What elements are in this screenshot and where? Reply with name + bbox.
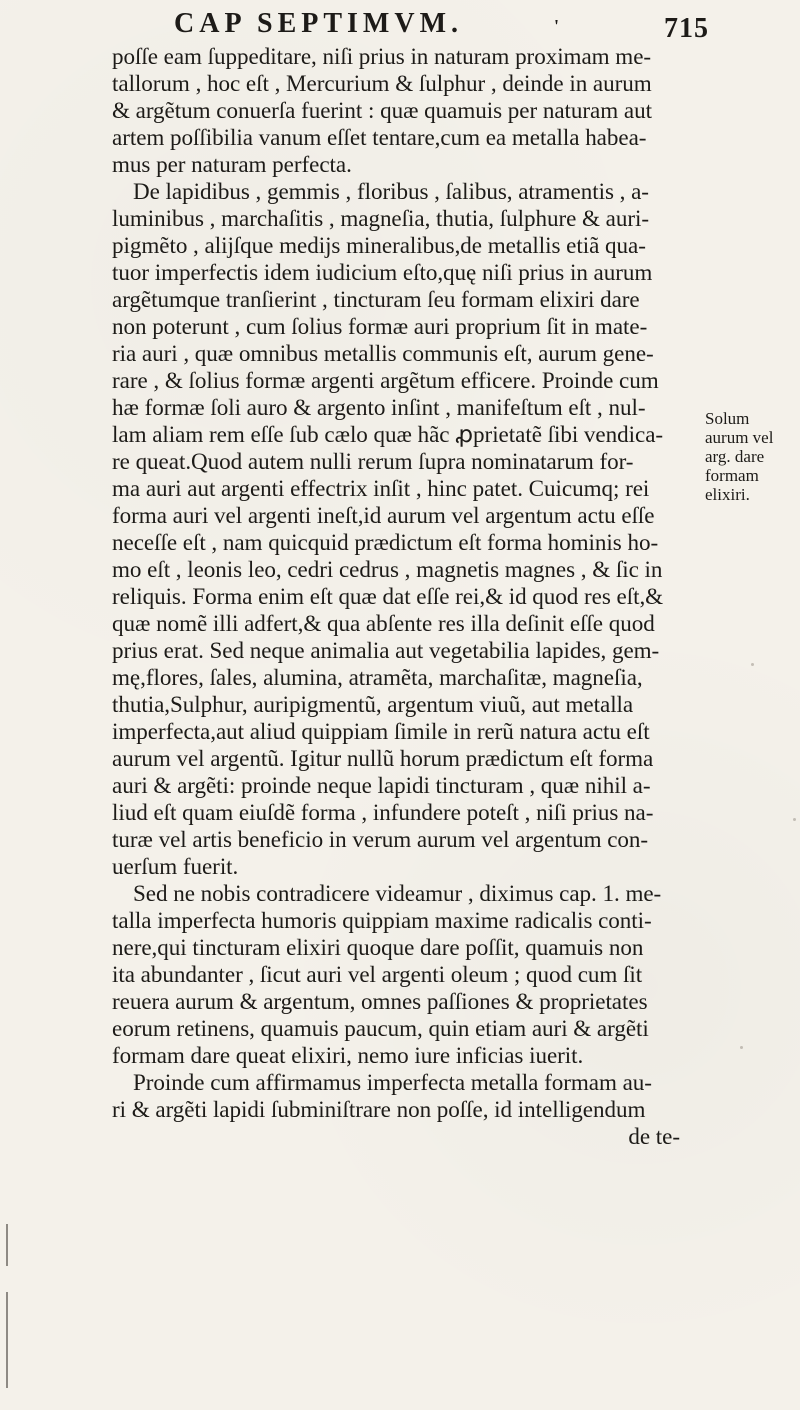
text-line: uerſum fuerit. bbox=[112, 853, 239, 879]
page-number: 715 bbox=[664, 13, 709, 44]
text-line: re queat.Quod autem nulli rerum ſupra nominatarum for- bbox=[112, 448, 634, 474]
margin-note-line: formam bbox=[705, 466, 759, 485]
text-line: prius erat. Sed neque animalia aut vegetabilia lapides, gem- bbox=[112, 637, 660, 663]
text-line: Proinde cum affirmamus imperfecta metalla formam au- bbox=[133, 1069, 652, 1095]
text-line: ria auri , quæ omnibus metallis communis eſt, aurum gene- bbox=[112, 340, 654, 366]
margin-note-line: arg. dare bbox=[705, 447, 765, 466]
text-line: tuor imperfectis idem iudicium eſto,quę niſi prius in aurum bbox=[112, 259, 653, 285]
running-head-mark: ' bbox=[554, 16, 565, 36]
text-line: forma auri vel argenti ineſt,id aurum vel argentum actu eſſe bbox=[112, 502, 655, 528]
text-line: imperfecta,aut aliud quippiam ſimile in rerũ natura actu eſt bbox=[112, 718, 650, 744]
text-line: rare , & ſolius formæ argenti argẽtum efficere. Proinde cum bbox=[112, 367, 659, 393]
text-line: luminibus , marchaſitis , magneſia, thutia, ſulphure & auri- bbox=[112, 205, 650, 231]
margin-note-line: Solum bbox=[705, 409, 750, 428]
text-line: mus per naturam perfecta. bbox=[112, 151, 352, 177]
margin-note bbox=[705, 409, 785, 504]
text-line: ri & argẽti lapidi ſubminiſtrare non poſſe, id intelligendum bbox=[112, 1096, 646, 1122]
paper-speck bbox=[793, 818, 796, 821]
text-line: ma auri aut argenti effectrix inſit , hinc patet. Cuicumq; rei bbox=[112, 475, 650, 501]
text-line: aurum vel argentũ. Igitur nullũ horum prædictum eſt forma bbox=[112, 745, 654, 771]
text-line: reliquis. Forma enim eſt quæ dat eſſe rei,& id quod res eſt,& bbox=[112, 583, 664, 609]
paper-speck bbox=[751, 663, 754, 666]
text-line: nere,qui tincturam elixiri quoque dare poſſit, quamuis non bbox=[112, 934, 644, 960]
text-line: turæ vel artis beneficio in verum aurum vel argentum con- bbox=[112, 826, 649, 852]
text-line: neceſſe eſt , nam quicquid prædictum eſt forma hominis ho- bbox=[112, 529, 659, 555]
text-line: quæ nomẽ illi adfert,& qua abſente res illa deſinit eſſe quod bbox=[112, 610, 655, 636]
text-line: hæ formæ ſoli auro & argento inſint , manifeſtum eſt , nul- bbox=[112, 394, 646, 420]
text-line: De lapidibus , gemmis , floribus , ſalibus, atramentis , a- bbox=[133, 178, 649, 204]
left-edge-mark bbox=[6, 1224, 8, 1266]
text-line: formam dare queat elixiri, nemo iure inficias iuerit. bbox=[112, 1042, 584, 1068]
text-line: pigmẽto , alijſque medijs mineralibus,de metallis etiã qua- bbox=[112, 232, 646, 258]
text-line: non poterunt , cum ſolius formæ auri proprium ſit in mate- bbox=[112, 313, 648, 339]
text-line: poſſe eam ſuppeditare, niſi prius in naturam proximam me- bbox=[112, 43, 652, 69]
paper-speck bbox=[740, 1046, 743, 1049]
text-line: mę,flores, ſales, alumina, atramẽta, marchaſitæ, magneſia, bbox=[112, 664, 643, 690]
text-line: reuera aurum & argentum, omnes paſſiones & proprietates bbox=[112, 988, 648, 1014]
text-line: mo eſt , leonis leo, cedri cedrus , magnetis magnes , & ſic in bbox=[112, 556, 663, 582]
margin-note-line: elixiri. bbox=[705, 485, 750, 504]
text-line: auri & argẽti: proinde neque lapidi tincturam , quæ nihil a- bbox=[112, 772, 651, 798]
text-line: eorum retinens, quamuis paucum, quin etiam auri & argẽti bbox=[112, 1015, 649, 1041]
text-line: thutia,Sulphur, auripigmentũ, argentum viuũ, aut metalla bbox=[112, 691, 634, 717]
text-line: tallorum , hoc eſt , Mercurium & ſulphur , deinde in aurum bbox=[112, 70, 652, 96]
text-line: ita abundanter , ſicut auri vel argenti oleum ; quod cum ſit bbox=[112, 961, 643, 987]
left-edge-mark bbox=[6, 1292, 8, 1388]
text-line: liud eſt quam eiuſdẽ forma , infundere poteſt , niſi prius na- bbox=[112, 799, 654, 825]
text-line: & argẽtum conuerſa fuerint : quæ quamuis per naturam aut bbox=[112, 97, 652, 123]
text-line: talla imperfecta humoris quippiam maxime radicalis conti- bbox=[112, 907, 652, 933]
chapter-title: CAP SEPTIMVM. bbox=[174, 8, 463, 39]
margin-note-line: aurum vel bbox=[705, 428, 774, 447]
text-line: argẽtumque tranſierint , tincturam ſeu formam elixiri dare bbox=[112, 286, 640, 312]
text-line: Sed ne nobis contradicere videamur , diximus cap. 1. me- bbox=[133, 880, 662, 906]
main-text-block bbox=[112, 43, 702, 1150]
text-line: lam aliam rem eſſe ſub cælo quæ hãc ꝓprietatẽ ſibi vendica- bbox=[112, 421, 664, 447]
catchword: de te- bbox=[628, 1123, 680, 1149]
text-line: artem poſſibilia vanum eſſet tentare,cum ea metalla habea- bbox=[112, 124, 647, 150]
